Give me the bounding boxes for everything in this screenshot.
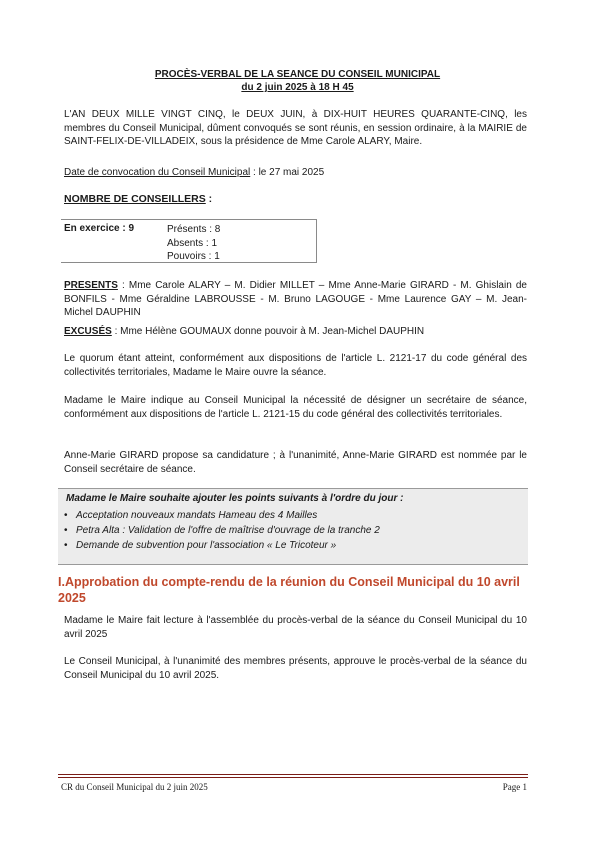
- present-count: Présents : 8: [167, 224, 221, 235]
- agenda-list: [64, 508, 380, 553]
- secretary-need-paragraph: Madame le Maire indique au Conseil Municipal la nécessité de désigner un secrétaire de séance, conformément aux dispositions de l'article L. 2121-15 du code général des collectivités territoriales.: [64, 395, 527, 420]
- document-title: PROCÈS-VERBAL DE LA SEANCE DU CONSEIL MUNICIPAL: [154, 69, 441, 80]
- agenda-heading: Madame le Maire souhaite ajouter les points suivants à l'ordre du jour :: [66, 493, 404, 504]
- section-paragraph-approval: Le Conseil Municipal, à l'unanimité des membres présents, approuve le procès-verbal de la séance du Conseil Municipal du 10 avril 2025.: [64, 656, 527, 681]
- agenda-item-text: Acceptation nouveaux mandats Hameau des 4 Mailles: [76, 510, 318, 521]
- intro-paragraph: L'AN DEUX MILLE VINGT CINQ, le DEUX JUIN, à DIX-HUIT HEURES QUARANTE-CINQ, les membres du Conseil Municipal, dûment convoqués se sont réunis, en session ordinaire, à la MAIRIE de SAINT-FELIX-DE-VILLADEIX, sous la présidence de Mme Carole ALARY, Maire.: [64, 109, 527, 147]
- agenda-item-text: Petra Alta : Validation de l'offre de maîtrise d'ouvrage de la tranche 2: [76, 525, 380, 536]
- councillors-count-box: [61, 219, 317, 263]
- bullet-icon: •: [64, 510, 68, 521]
- convocation-date: : le 27 mai 2025: [250, 167, 325, 178]
- in-office-count: En exercice : 9: [64, 223, 135, 234]
- councillors-title-suffix: :: [205, 193, 213, 205]
- quorum-paragraph: Le quorum étant atteint, conformément aux dispositions de l'article L. 2121-17 du code général des collectivités territoriales, Madame le Maire ouvre la séance.: [64, 353, 527, 378]
- excused-label: EXCUSÉS: [64, 326, 112, 337]
- agenda-item: [64, 538, 380, 553]
- absent-count: Absents : 1: [167, 237, 218, 249]
- footer-document-name: CR du Conseil Municipal du 2 juin 2025: [61, 782, 208, 792]
- convocation-label: Date de convocation du Conseil Municipal: [64, 167, 251, 178]
- agenda-item: [64, 508, 380, 523]
- convocation-line: [64, 166, 527, 180]
- footer-rule-thin: [58, 777, 528, 778]
- bullet-icon: •: [64, 540, 68, 551]
- councillors-title: NOMBRE DE CONSEILLERS: [64, 193, 206, 205]
- present-members-text: : Mme Carole ALARY – M. Didier MILLET – Mme Anne-Marie GIRARD - M. Ghislain de BONFILS - Mme Géraldine LABROUSSE - M. Bruno LAGOUGE - Mme Laurence GAY – M. Jean-Michel DAUPHIN: [64, 280, 527, 318]
- proxy-count: Pouvoirs : 1: [167, 251, 220, 262]
- section-paragraph-reading: Madame le Maire fait lecture à l'assemblée du procès-verbal de la séance du Conseil Municipal du 10 avril 2025: [64, 615, 527, 640]
- agenda-item-text: Demande de subvention pour l'association « Le Tricoteur »: [76, 540, 337, 551]
- present-label: PRESENTS: [64, 280, 118, 291]
- bullet-icon: •: [64, 525, 68, 536]
- councillors-heading: [64, 193, 212, 205]
- secretary-named-paragraph: Anne-Marie GIRARD propose sa candidature ; à l'unanimité, Anne-Marie GIRARD est nommée par le Conseil secrétaire de séance.: [64, 450, 527, 475]
- document-subtitle-date: du 2 juin 2025 à 18 H 45: [241, 82, 354, 93]
- section-heading: I.Approbation du compte-rendu de la réunion du Conseil Municipal du 10 avril 2025: [58, 575, 520, 605]
- agenda-item: [64, 523, 380, 538]
- footer-rule: [58, 774, 528, 775]
- excused-members-paragraph: [64, 325, 527, 339]
- present-members-paragraph: [64, 279, 527, 320]
- agenda-additions-box: [58, 488, 528, 565]
- excused-members-text: : Mme Hélène GOUMAUX donne pouvoir à M. Jean-Michel DAUPHIN: [111, 326, 425, 337]
- footer-page-number: Page 1: [502, 782, 527, 792]
